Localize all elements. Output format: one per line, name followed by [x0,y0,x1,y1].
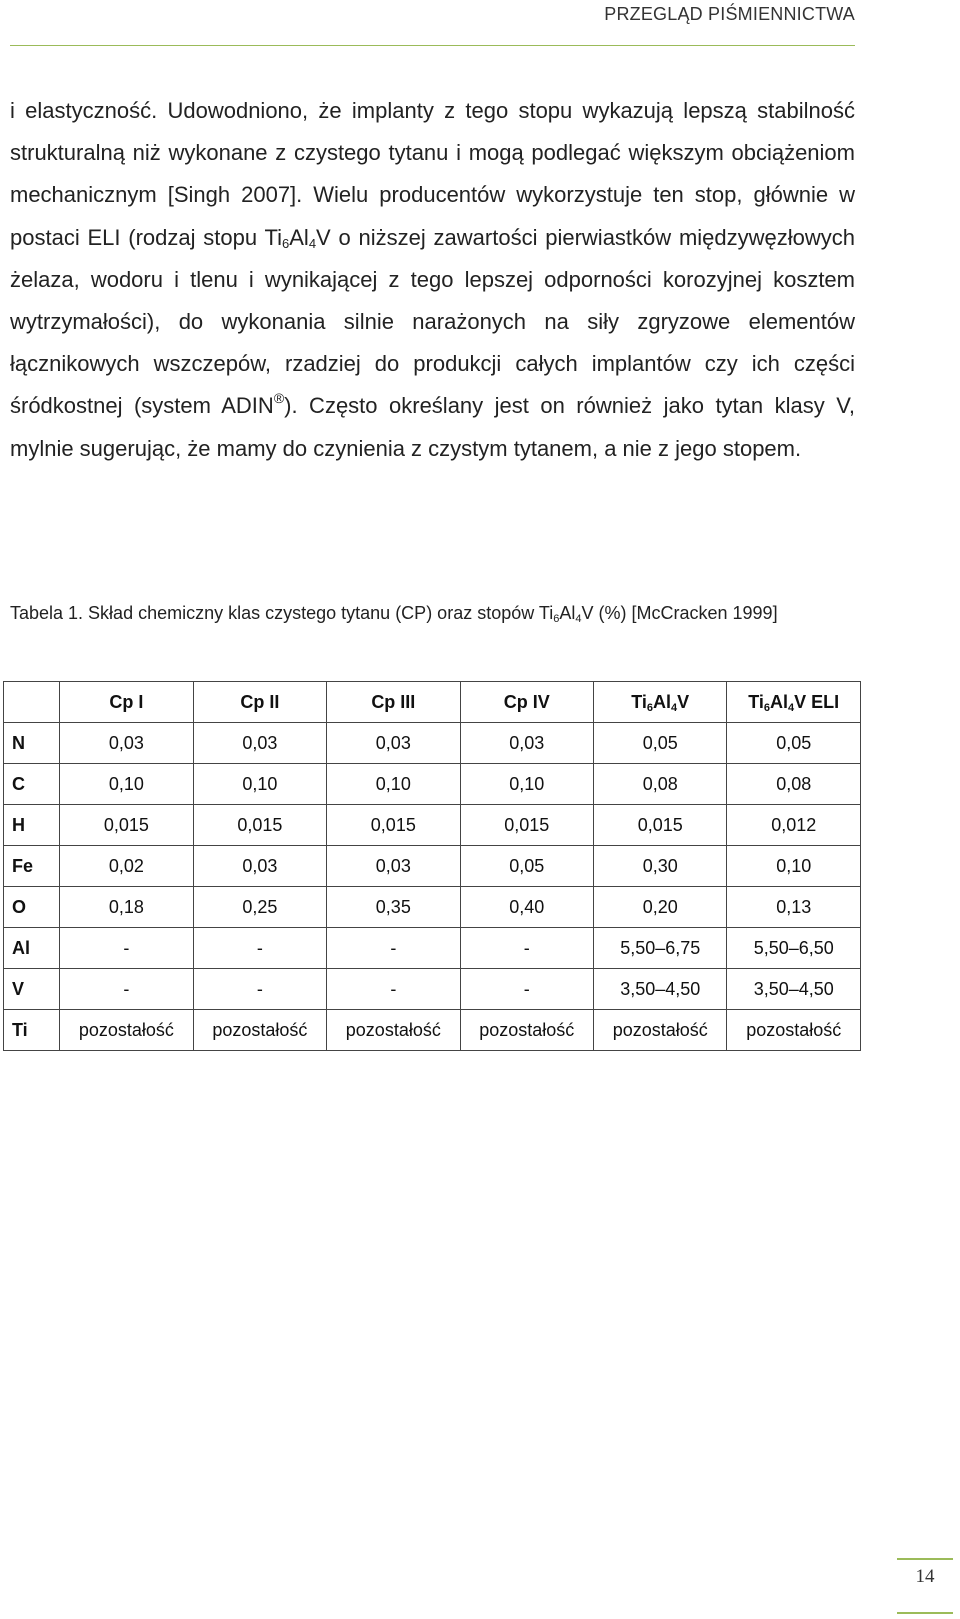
table-cell: 0,05 [727,723,861,764]
table-cell: - [60,969,193,1010]
table-row [4,887,861,928]
table-cell: 0,015 [460,805,593,846]
column-header: Cp I [60,682,193,723]
table-cell: 0,18 [60,887,193,928]
table-cell: 3,50–4,50 [727,969,861,1010]
row-label: C [4,764,60,805]
caption-subscript-6: 6 [553,613,560,625]
header-ti: Ti [631,691,647,712]
table-cell: - [60,928,193,969]
table-cell: - [460,928,593,969]
row-label: Al [4,928,60,969]
row-label: H [4,805,60,846]
table-cell: 0,015 [193,805,326,846]
table-row [4,805,861,846]
table-cell: 0,03 [460,723,593,764]
table-cell: 0,30 [594,846,727,887]
body-subscript-4: 4 [308,235,317,251]
table-cell: 0,25 [193,887,326,928]
table-cell: - [193,969,326,1010]
table-cell: 0,03 [327,846,460,887]
table-cell: 0,08 [594,764,727,805]
table-cell: 0,35 [327,887,460,928]
table-row [4,764,861,805]
table-cell: - [327,969,460,1010]
running-header: PRZEGLĄD PIŚMIENNICTWA [604,4,855,24]
table-cell: 5,50–6,50 [727,928,861,969]
table-cell: pozostałość [60,1010,193,1051]
table-row [4,928,861,969]
caption-part-1: Tabela 1. Skład chemiczny klas czystego tytanu (CP) oraz stopów Ti [10,603,554,623]
table-cell: 0,13 [727,887,861,928]
header-al: Al [770,691,789,712]
table-cell: - [193,928,326,969]
caption-part-2: V (%) [McCracken 1999] [581,603,778,623]
column-header: Cp IV [460,682,593,723]
footer-divider-top [897,1558,953,1560]
table-cell: 0,08 [727,764,861,805]
header-divider [10,45,855,46]
table-cell: 0,40 [460,887,593,928]
header-subscript: 6 [646,701,654,714]
column-header: Cp III [327,682,460,723]
table-cell: 0,05 [594,723,727,764]
table-corner-cell [4,682,60,723]
table-cell: 0,20 [594,887,727,928]
body-subscript-6: 6 [282,235,290,251]
table-row [4,723,861,764]
table-cell: pozostałość [727,1010,861,1051]
registered-mark: ® [273,390,285,407]
row-label: Fe [4,846,60,887]
table-cell: 3,50–4,50 [594,969,727,1010]
body-text-part-1: i elastyczność. Udowodniono, że implanty z tego stopu wykazują lepszą stabilność strukturalną niż wykonane z czystego tytanu i mogą podlegać większym obciążeniom mechanicznym [Singh 2007]. Wielu producentów wykorzystuje ten stop, głównie w postaci ELI (rodzaj stopu Ti [10,98,855,250]
row-label: N [4,723,60,764]
table-cell: 0,015 [594,805,727,846]
body-text-part-3: ). Często określany jest on również jako tytan klasy V, mylnie sugerując, że mamy do czynienia z czystym tytanem, a nie z jego stopem. [10,393,855,461]
caption-subscript-4: 4 [575,613,582,625]
table-cell: 0,02 [60,846,193,887]
table-cell: - [460,969,593,1010]
header-subscript: 6 [763,701,771,714]
header-v: V [677,691,690,712]
table-cell: - [327,928,460,969]
table-cell: 0,03 [60,723,193,764]
composition-table [3,681,861,1051]
caption-al: Al [559,603,576,623]
table-cell: 0,10 [60,764,193,805]
table-cell: 5,50–6,75 [594,928,727,969]
table-cell: 0,015 [327,805,460,846]
header-subscript: 4 [788,701,795,714]
header-al: Al [653,691,672,712]
row-label: O [4,887,60,928]
row-label: V [4,969,60,1010]
table-cell: 0,03 [193,723,326,764]
table-cell: pozostałość [193,1010,326,1051]
table-row [4,969,861,1010]
table-row [4,846,861,887]
header-v-eli: V ELI [794,691,840,712]
page-number: 14 [915,1566,935,1587]
table-row [4,1010,861,1051]
table-cell: 0,10 [327,764,460,805]
table-cell: 0,03 [327,723,460,764]
table-header-row [4,682,861,723]
table-cell: pozostałość [327,1010,460,1051]
column-header [727,682,861,723]
header-ti: Ti [748,691,764,712]
table-cell: 0,05 [460,846,593,887]
footer-divider-bottom [897,1612,953,1614]
table-cell: pozostałość [594,1010,727,1051]
table-cell: 0,10 [193,764,326,805]
table-cell: 0,015 [60,805,193,846]
table-cell: 0,03 [193,846,326,887]
column-header [594,682,727,723]
table-cell: 0,10 [727,846,861,887]
header-subscript: 4 [671,701,678,714]
body-text-part-2: V o niższej zawartości pierwiastków międzywęzłowych żelaza, wodoru i tlenu i wynikającej z tego lepszej odporności korozyjnej kosztem wytrzymałości), do wykonania silnie narażonych na siły zgryzowe elementów łącznikowych wszczepów, rzadziej do produkcji całych implantów czy ich części śródkostnej (system ADIN [10,224,855,419]
table-caption [10,601,855,625]
body-text-al: Al [289,224,309,250]
table-cell: 0,012 [727,805,861,846]
body-paragraph [10,90,855,470]
table-cell: pozostałość [460,1010,593,1051]
table-cell: 0,10 [460,764,593,805]
row-label: Ti [4,1010,60,1051]
column-header: Cp II [193,682,326,723]
